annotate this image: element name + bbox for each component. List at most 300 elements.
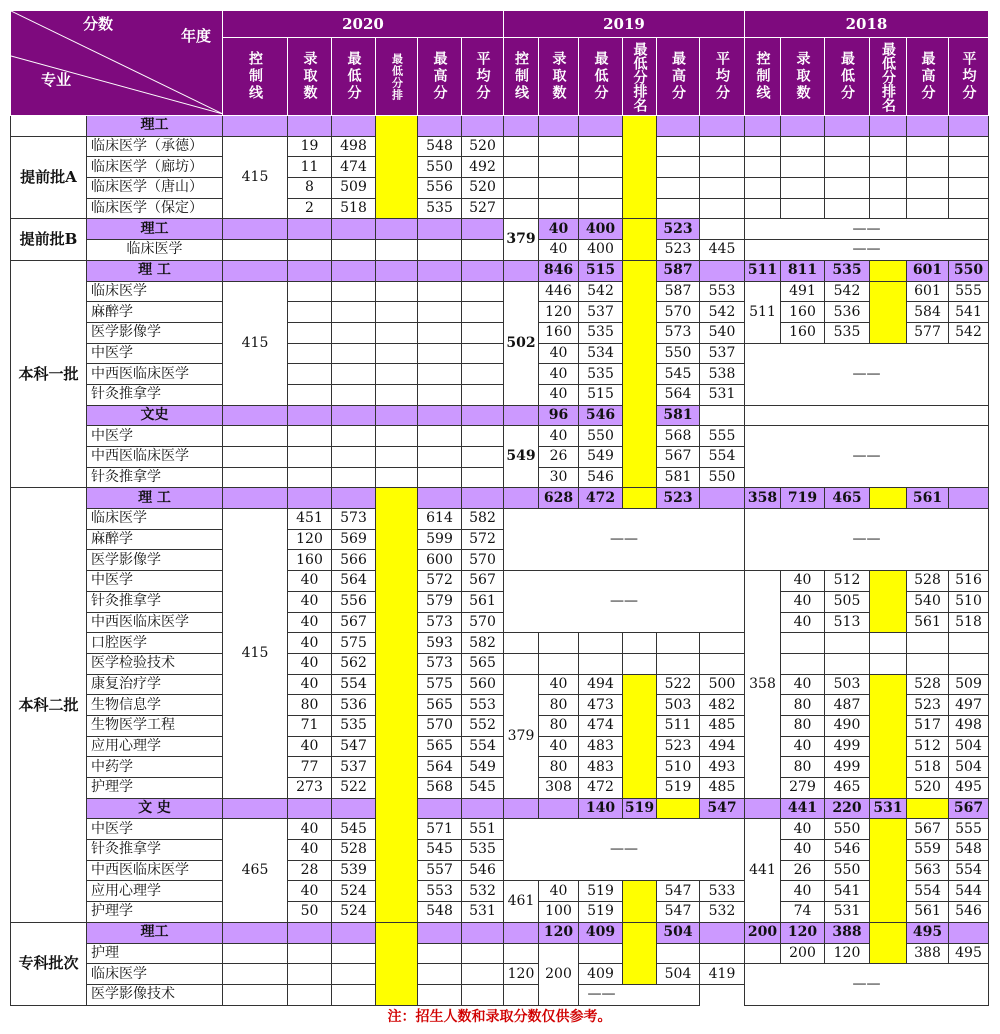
group-label: 提前批B xyxy=(11,219,87,260)
table-cell: 517 xyxy=(907,715,949,736)
table-cell: 533 xyxy=(700,881,745,902)
table-cell: 8 xyxy=(288,178,332,199)
control-line-cell: 415 xyxy=(223,136,288,219)
table-cell xyxy=(376,405,418,426)
major-cell: 临床医学（承德） xyxy=(87,136,223,157)
table-cell xyxy=(288,343,332,364)
table-cell: 465 xyxy=(825,488,870,509)
table-cell: 547 xyxy=(332,736,376,757)
table-cell: 494 xyxy=(700,736,745,757)
table-cell: 555 xyxy=(949,281,989,302)
col-control-2020: 控制线 xyxy=(223,38,288,116)
table-cell: 513 xyxy=(825,612,870,633)
table-cell: 473 xyxy=(579,695,623,716)
table-cell xyxy=(462,322,504,343)
table-cell xyxy=(825,653,870,674)
table-cell: 499 xyxy=(825,757,870,778)
table-cell: 518 xyxy=(332,198,376,219)
table-cell: 535 xyxy=(332,715,376,736)
rank-cell xyxy=(623,219,657,260)
table-cell: 846 xyxy=(539,260,579,281)
table-cell: 601 xyxy=(907,260,949,281)
table-cell xyxy=(418,447,462,468)
table-cell xyxy=(949,116,989,137)
table-cell xyxy=(579,178,623,199)
table-cell xyxy=(418,322,462,343)
table-cell xyxy=(223,467,288,488)
table-row xyxy=(11,922,989,943)
table-cell: 474 xyxy=(579,715,623,736)
table-cell: 160 xyxy=(539,322,579,343)
table-cell xyxy=(539,198,579,219)
table-row xyxy=(11,488,989,509)
table-cell xyxy=(462,467,504,488)
table-cell: 482 xyxy=(700,695,745,716)
table-cell: 528 xyxy=(907,674,949,695)
table-cell: 520 xyxy=(462,136,504,157)
table-cell xyxy=(418,798,462,819)
table-cell: 555 xyxy=(700,426,745,447)
table-cell xyxy=(504,157,539,178)
table-cell xyxy=(288,322,332,343)
table-cell xyxy=(700,260,745,281)
table-cell: 511 xyxy=(745,260,781,281)
major-cell: 生物信息学 xyxy=(87,695,223,716)
major-cell: 医学影像学 xyxy=(87,550,223,571)
section-label: 理 工 xyxy=(87,488,223,509)
table-cell: 19 xyxy=(288,136,332,157)
table-cell: 550 xyxy=(825,860,870,881)
table-cell: 492 xyxy=(462,157,504,178)
table-cell: 40 xyxy=(288,591,332,612)
table-cell: 550 xyxy=(657,343,700,364)
table-cell xyxy=(288,384,332,405)
table-cell xyxy=(223,405,288,426)
table-cell xyxy=(745,136,781,157)
rank-cell xyxy=(623,674,657,798)
table-cell: 555 xyxy=(949,819,989,840)
section-label: 理工 xyxy=(87,116,223,137)
rank-cell xyxy=(623,260,657,488)
table-cell xyxy=(539,178,579,199)
table-cell: 570 xyxy=(418,715,462,736)
major-cell: 临床医学（唐山） xyxy=(87,178,223,199)
table-cell: 500 xyxy=(700,674,745,695)
table-cell: 568 xyxy=(657,426,700,447)
table-row xyxy=(11,571,989,592)
table-cell: 465 xyxy=(825,778,870,799)
table-cell: 40 xyxy=(539,384,579,405)
table-row xyxy=(11,302,989,323)
table-cell: 160 xyxy=(288,550,332,571)
table-cell: 120 xyxy=(781,922,825,943)
table-cell: 472 xyxy=(579,488,623,509)
table-cell: 582 xyxy=(462,633,504,654)
table-cell: 572 xyxy=(418,571,462,592)
table-cell xyxy=(539,116,579,137)
table-cell: 518 xyxy=(949,612,989,633)
table-cell: 495 xyxy=(907,922,949,943)
table-cell: 548 xyxy=(418,136,462,157)
table-cell xyxy=(418,943,462,964)
table-row xyxy=(11,674,989,695)
table-cell xyxy=(223,260,288,281)
table-cell: 400 xyxy=(579,219,623,240)
table-cell: 499 xyxy=(825,736,870,757)
group-label: 本科二批 xyxy=(11,488,87,922)
table-cell: 80 xyxy=(781,757,825,778)
table-cell: 40 xyxy=(539,364,579,385)
header-corner xyxy=(11,11,223,116)
table-cell: 570 xyxy=(462,612,504,633)
table-cell xyxy=(418,922,462,943)
table-cell xyxy=(462,364,504,385)
major-cell: 应用心理学 xyxy=(87,881,223,902)
table-cell xyxy=(418,984,462,1005)
table-cell: 388 xyxy=(825,922,870,943)
table-cell xyxy=(657,633,700,654)
table-row xyxy=(11,840,989,861)
table-cell xyxy=(376,467,418,488)
table-row xyxy=(11,322,989,343)
table-row xyxy=(11,343,989,364)
table-cell: 601 xyxy=(907,281,949,302)
table-cell xyxy=(504,488,539,509)
control-line-cell: 200 xyxy=(539,943,579,1005)
table-cell: 535 xyxy=(462,840,504,861)
table-cell: 40 xyxy=(288,633,332,654)
table-cell: 523 xyxy=(657,240,700,261)
rank-cell xyxy=(623,881,657,922)
table-cell: 40 xyxy=(781,819,825,840)
col-avg-2020: 平均分 xyxy=(462,38,504,116)
major-cell: 中西医临床医学 xyxy=(87,860,223,881)
table-cell: 520 xyxy=(907,778,949,799)
table-cell: 40 xyxy=(539,343,579,364)
no-data-dash: —— xyxy=(745,240,989,261)
table-cell xyxy=(949,157,989,178)
table-cell xyxy=(288,302,332,323)
table-cell: 546 xyxy=(949,902,989,923)
table-cell xyxy=(870,178,907,199)
table-cell xyxy=(332,343,376,364)
table-cell: 575 xyxy=(418,674,462,695)
table-cell: 523 xyxy=(657,488,700,509)
table-cell xyxy=(332,467,376,488)
table-cell xyxy=(332,364,376,385)
table-cell: 554 xyxy=(949,860,989,881)
table-cell xyxy=(825,136,870,157)
table-cell xyxy=(579,116,623,137)
table-cell xyxy=(781,157,825,178)
table-cell xyxy=(223,240,288,261)
table-cell: 565 xyxy=(418,736,462,757)
table-cell: 40 xyxy=(539,736,579,757)
table-row xyxy=(11,757,989,778)
table-cell xyxy=(657,157,700,178)
table-cell: 504 xyxy=(949,736,989,757)
table-cell xyxy=(657,943,700,964)
major-cell: 生物医学工程 xyxy=(87,715,223,736)
table-cell: 554 xyxy=(332,674,376,695)
table-cell: 535 xyxy=(579,322,623,343)
table-cell xyxy=(223,984,288,1005)
table-cell xyxy=(504,116,539,137)
major-cell: 临床医学 xyxy=(87,509,223,530)
table-cell xyxy=(781,136,825,157)
major-cell: 中医学 xyxy=(87,819,223,840)
col-rank-2018: 最低分排名 xyxy=(870,38,907,116)
table-cell: 519 xyxy=(579,881,623,902)
table-cell: 554 xyxy=(907,881,949,902)
table-cell: 445 xyxy=(700,240,745,261)
table-cell: 487 xyxy=(825,695,870,716)
table-cell: 562 xyxy=(332,653,376,674)
table-cell xyxy=(288,984,332,1005)
table-cell: 540 xyxy=(907,591,949,612)
col-avg-2019: 平均分 xyxy=(700,38,745,116)
table-cell xyxy=(332,240,376,261)
table-cell: 570 xyxy=(462,550,504,571)
table-cell: 567 xyxy=(657,447,700,468)
table-cell xyxy=(949,136,989,157)
table-cell xyxy=(504,798,539,819)
table-cell xyxy=(657,136,700,157)
col-max-2020: 最高分 xyxy=(418,38,462,116)
table-cell xyxy=(745,943,781,964)
table-cell: 545 xyxy=(462,778,504,799)
table-cell: 535 xyxy=(825,322,870,343)
col-min-2019: 最低分 xyxy=(579,38,623,116)
table-cell: 575 xyxy=(332,633,376,654)
major-cell: 针灸推拿学 xyxy=(87,591,223,612)
table-cell: 40 xyxy=(539,881,579,902)
table-cell xyxy=(579,653,623,674)
table-cell: 567 xyxy=(462,571,504,592)
table-cell xyxy=(949,633,989,654)
table-cell: 532 xyxy=(462,881,504,902)
no-data-dash: —— xyxy=(504,984,700,1005)
table-row xyxy=(11,136,989,157)
major-cell: 中医学 xyxy=(87,343,223,364)
table-cell: 120 xyxy=(539,302,579,323)
table-cell xyxy=(462,240,504,261)
table-cell: 536 xyxy=(332,695,376,716)
table-cell xyxy=(418,405,462,426)
section-label: 文 史 xyxy=(87,798,223,819)
table-cell xyxy=(907,653,949,674)
table-cell xyxy=(418,964,462,985)
group-label: 本科一批 xyxy=(11,260,87,488)
table-cell xyxy=(376,219,418,240)
table-cell: 493 xyxy=(700,757,745,778)
col-max-2019: 最高分 xyxy=(657,38,700,116)
table-cell: 519 xyxy=(623,798,657,819)
major-cell: 应用心理学 xyxy=(87,736,223,757)
table-cell: 719 xyxy=(781,488,825,509)
table-cell xyxy=(781,633,825,654)
table-cell xyxy=(462,219,504,240)
table-cell: 560 xyxy=(462,674,504,695)
table-cell xyxy=(504,653,539,674)
table-cell: 511 xyxy=(657,715,700,736)
table-cell xyxy=(223,943,288,964)
table-cell xyxy=(907,157,949,178)
table-cell xyxy=(579,633,623,654)
major-cell: 医学检验技术 xyxy=(87,653,223,674)
table-cell: 474 xyxy=(332,157,376,178)
control-line-cell: 511 xyxy=(745,281,781,343)
table-cell: 628 xyxy=(539,488,579,509)
table-cell xyxy=(332,302,376,323)
table-cell: 519 xyxy=(657,778,700,799)
table-cell xyxy=(700,405,745,426)
table-cell xyxy=(418,488,462,509)
table-cell xyxy=(745,405,989,426)
table-cell: 524 xyxy=(332,902,376,923)
table-cell xyxy=(462,260,504,281)
table-cell: 565 xyxy=(462,653,504,674)
table-cell xyxy=(223,116,288,137)
table-cell xyxy=(332,964,376,985)
table-cell: 490 xyxy=(825,715,870,736)
major-cell: 中药学 xyxy=(87,757,223,778)
col-max-2018: 最高分 xyxy=(907,38,949,116)
table-cell xyxy=(223,964,288,985)
table-cell xyxy=(657,653,700,674)
table-cell: 564 xyxy=(418,757,462,778)
table-cell: 40 xyxy=(781,612,825,633)
table-cell: 546 xyxy=(462,860,504,881)
table-cell: 40 xyxy=(539,219,579,240)
table-cell xyxy=(870,198,907,219)
table-cell xyxy=(288,405,332,426)
table-cell xyxy=(907,633,949,654)
table-cell: 545 xyxy=(332,819,376,840)
table-cell: 40 xyxy=(288,840,332,861)
major-cell: 康复治疗学 xyxy=(87,674,223,695)
table-cell: 40 xyxy=(288,881,332,902)
table-cell xyxy=(825,633,870,654)
table-cell: 40 xyxy=(539,674,579,695)
table-row xyxy=(11,902,989,923)
table-cell: 550 xyxy=(700,467,745,488)
table-cell xyxy=(288,447,332,468)
table-cell xyxy=(825,157,870,178)
table-cell xyxy=(539,653,579,674)
table-row xyxy=(11,964,989,985)
table-row xyxy=(11,116,989,137)
table-cell xyxy=(949,922,989,943)
table-cell xyxy=(462,384,504,405)
rank-cell xyxy=(870,922,907,963)
table-cell: 451 xyxy=(288,509,332,530)
table-cell: 567 xyxy=(332,612,376,633)
table-cell xyxy=(223,922,288,943)
table-cell: 409 xyxy=(579,964,623,985)
table-cell xyxy=(332,488,376,509)
table-cell: 40 xyxy=(288,674,332,695)
control-line-cell: 465 xyxy=(223,819,288,922)
no-data-dash: —— xyxy=(504,509,745,571)
col-rank-2020: 最低分排 xyxy=(376,38,418,116)
table-cell xyxy=(418,219,462,240)
major-cell: 口腔医学 xyxy=(87,633,223,654)
rank-cell xyxy=(623,116,657,219)
table-cell: 40 xyxy=(781,674,825,695)
table-cell xyxy=(539,798,579,819)
table-cell xyxy=(504,943,539,964)
table-cell xyxy=(870,633,907,654)
table-cell: 552 xyxy=(462,715,504,736)
table-cell xyxy=(700,653,745,674)
table-row xyxy=(11,219,989,240)
table-cell: 541 xyxy=(825,881,870,902)
table-cell: 547 xyxy=(700,798,745,819)
table-cell xyxy=(332,943,376,964)
table-cell: 40 xyxy=(781,736,825,757)
no-data-dash: —— xyxy=(504,571,745,633)
table-cell: 542 xyxy=(700,302,745,323)
table-cell: 505 xyxy=(825,591,870,612)
major-cell: 护理学 xyxy=(87,778,223,799)
table-cell: 495 xyxy=(949,778,989,799)
table-cell xyxy=(700,219,745,240)
table-cell: 557 xyxy=(418,860,462,881)
table-cell xyxy=(288,116,332,137)
table-row xyxy=(11,633,989,654)
rank-cell xyxy=(376,116,418,219)
rank-cell xyxy=(657,798,700,819)
section-label: 文史 xyxy=(87,405,223,426)
rank-cell xyxy=(376,922,418,1005)
table-cell: 40 xyxy=(539,426,579,447)
table-cell xyxy=(332,984,376,1005)
no-data-dash: —— xyxy=(745,426,989,488)
table-cell: 80 xyxy=(781,695,825,716)
table-cell xyxy=(781,116,825,137)
table-cell: 498 xyxy=(949,715,989,736)
table-cell: 573 xyxy=(332,509,376,530)
major-cell: 护理学 xyxy=(87,902,223,923)
table-cell: 534 xyxy=(579,343,623,364)
table-cell xyxy=(949,198,989,219)
table-cell xyxy=(870,157,907,178)
table-cell: 537 xyxy=(332,757,376,778)
table-cell xyxy=(700,198,745,219)
table-cell xyxy=(700,157,745,178)
table-cell: 811 xyxy=(781,260,825,281)
col-admitted-2020: 录取数 xyxy=(288,38,332,116)
table-cell: 512 xyxy=(907,736,949,757)
table-cell xyxy=(376,447,418,468)
table-cell: 582 xyxy=(462,509,504,530)
table-cell: 504 xyxy=(657,964,700,985)
table-cell xyxy=(700,943,745,964)
col-rank-2019: 最低分排名 xyxy=(623,38,657,116)
table-cell: 568 xyxy=(418,778,462,799)
rank-cell xyxy=(907,798,949,819)
table-cell: 504 xyxy=(657,922,700,943)
control-line-cell: 415 xyxy=(223,509,288,799)
table-cell xyxy=(288,364,332,385)
table-cell xyxy=(223,488,288,509)
group-label: 提前批A xyxy=(11,136,87,219)
table-cell: 549 xyxy=(462,757,504,778)
table-row xyxy=(11,715,989,736)
table-cell: 546 xyxy=(825,840,870,861)
table-cell xyxy=(418,384,462,405)
